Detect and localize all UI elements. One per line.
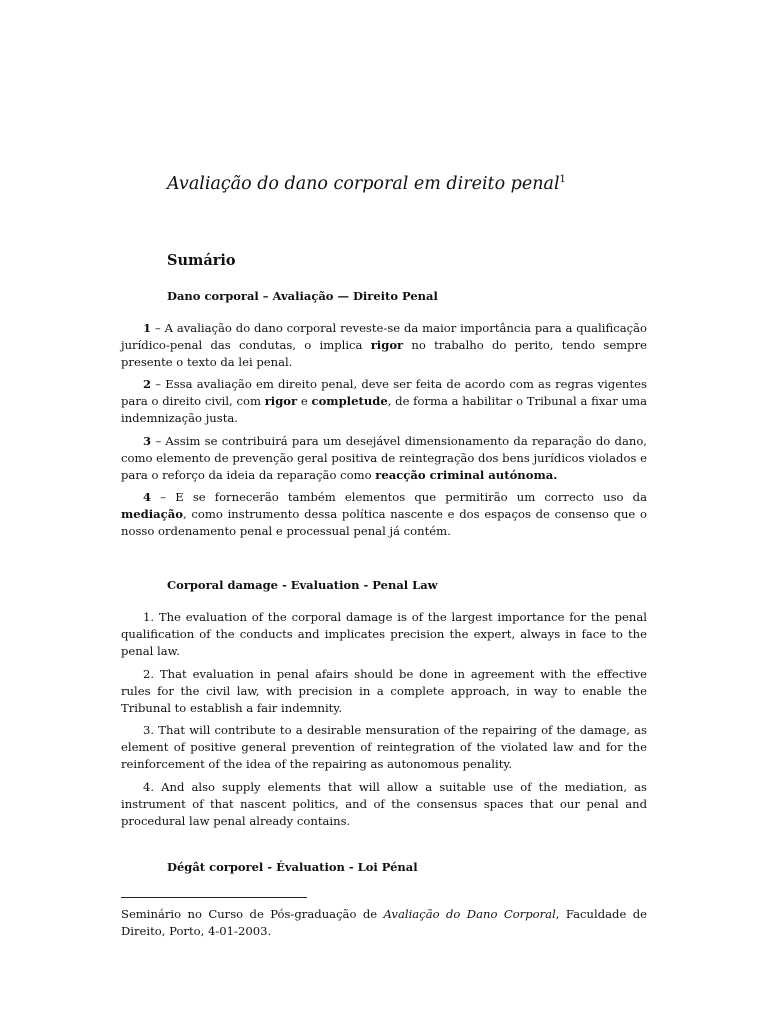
footnote-marker: 1 — [559, 174, 566, 186]
pt-paragraph-bold: completude — [311, 394, 388, 408]
en-keywords: Corporal damage - Evaluation - Penal Law — [167, 578, 438, 592]
pt-paragraph-text: – Essa avaliação em direito penal, deve ser feita de acordo com as regras vigentes para o direito civil, com — [121, 377, 647, 408]
pt-paragraph-bold: mediação — [121, 507, 183, 521]
pt-paragraph-3 — [121, 433, 647, 484]
pt-keywords: Dano corporal – Avaliação — Direito Penal — [167, 289, 438, 303]
pt-paragraph-bold: rigor — [370, 338, 404, 352]
pt-paragraph-text: – A avaliação do dano corporal reveste-se da maior importância para a qualificação jurídico-penal das condutas, o implica — [121, 321, 647, 352]
pt-paragraph-text: – Assim se contribuirá para um desejável dimensionamento da reparação do dano, como elemento de prevenção geral positiva de reintegração dos bens jurídicos violados e para o reforço da ideia da reparação como — [121, 434, 647, 482]
footnote-italic: Avaliação do Dano Corporal — [383, 907, 556, 921]
pt-paragraph-number: 3 — [143, 434, 152, 448]
pt-paragraph-number: 2 — [143, 377, 152, 391]
pt-paragraph-text: no trabalho do perito, tendo sempre presente o texto da lei penal. — [121, 338, 648, 369]
title-text: Avaliação do dano corporal em direito penal — [167, 174, 560, 194]
summary-heading: Sumário — [167, 252, 236, 269]
pt-paragraph-2 — [121, 376, 647, 427]
footnote-text: , Faculdade de Direito, Porto, 4-01-2003. — [121, 907, 647, 938]
en-paragraph-3: 3. That will contribute to a desirable mensuration of the repairing of the damage, as element of positive general prevention of reintegration of the violated law and for the reinforcement of the idea of the repairing as autonomous penality. — [121, 723, 647, 771]
pt-paragraph-number: 1 — [143, 321, 152, 335]
footnote — [121, 906, 647, 940]
fr-keywords: Dégât corporel - Évaluation - Loi Pénal — [167, 860, 418, 874]
pt-paragraph-1 — [121, 320, 647, 371]
footnote-divider — [121, 897, 307, 898]
pt-paragraph-text: , de forma a habilitar o Tribunal a fixar uma indemnização justa. — [121, 394, 647, 425]
en-paragraph-4: 4. And also supply elements that will allow a suitable use of the mediation, as instrument of that nascent politics, and of the consensus spaces that our penal and procedural law penal already contains. — [121, 780, 647, 828]
pt-paragraph-bold: rigor — [264, 394, 298, 408]
en-paragraph-2: 2. That evaluation in penal afairs should be done in agreement with the effective rules for the civil law, with precision in a complete approach, in way to enable the Tribunal to establish a fair indemnity. — [121, 667, 647, 715]
footnote-text: Seminário no Curso de Pós-graduação de — [121, 907, 384, 921]
pt-paragraph-text: e — [297, 394, 312, 408]
en-paragraph-1: 1. The evaluation of the corporal damage is of the largest importance for the penal qualification of the conducts and implicates precision the expert, always in face to the penal law. — [121, 610, 647, 658]
pt-paragraph-text: , como instrumento dessa política nascente e dos espaços de consenso que o nosso ordenamento penal e processual penal já contém. — [121, 507, 647, 538]
pt-paragraph-number: 4 — [143, 490, 152, 504]
pt-paragraph-4 — [121, 489, 647, 540]
pt-paragraph-text: – E se fornecerão também elementos que permitirão um correcto uso da — [151, 490, 647, 504]
document-title — [167, 174, 647, 194]
pt-paragraph-bold: reacção criminal autónoma. — [375, 468, 558, 482]
